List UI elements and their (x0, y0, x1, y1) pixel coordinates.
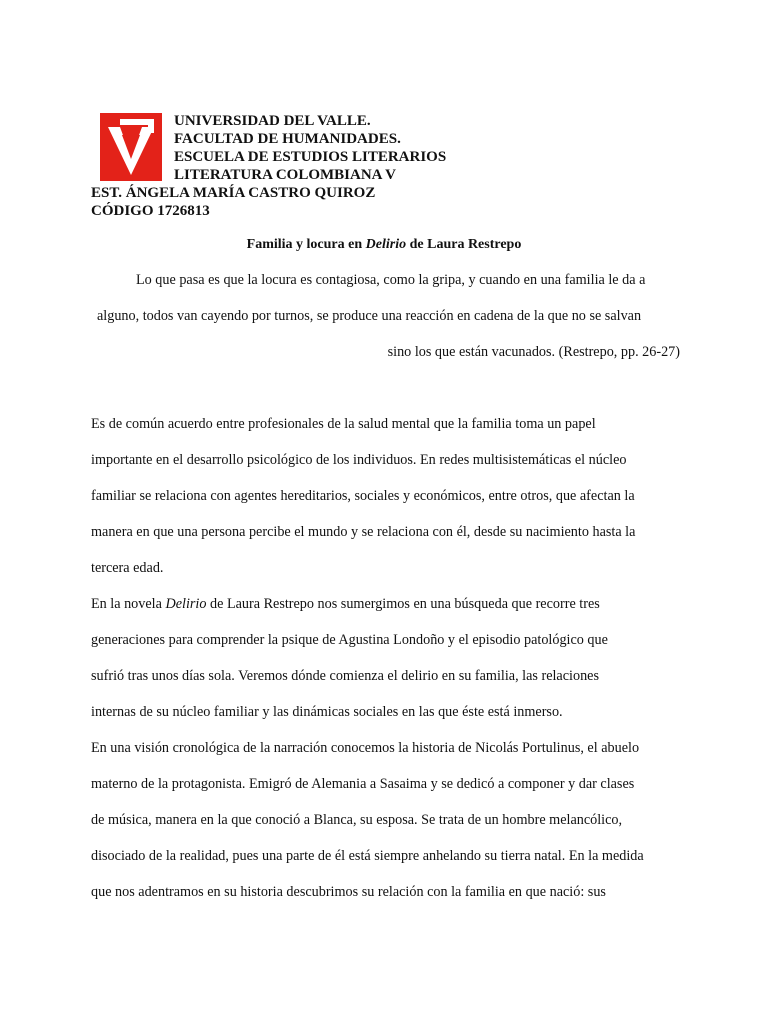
body-line: tercera edad. (91, 560, 164, 576)
epigraph-line: alguno, todos van cayendo por turnos, se produce una reacción en cadena de la que no se salvan (97, 308, 642, 324)
body-line: de música, manera en la que conoció a Blanca, su esposa. Se trata de un hombre melancólico, (91, 812, 623, 828)
p2-italic: Delirio (165, 596, 207, 612)
title-prefix: Familia y locura en (246, 237, 366, 252)
school-name: ESCUELA DE ESTUDIOS LITERARIOS (174, 149, 447, 165)
body-line (91, 592, 691, 628)
student-info (91, 184, 375, 220)
institution-header (174, 112, 446, 184)
body-line: manera en que una persona percibe el mundo y se relaciona con él, desde su nacimiento hasta la (91, 524, 636, 540)
faculty-name: FACULTAD DE HUMANIDADES. (174, 131, 401, 147)
body-line: que nos adentramos en su historia descubrimos su relación con la familia en que nació: sus (91, 884, 606, 900)
body-line: familiar se relaciona con agentes hereditarios, sociales y económicos, entre otros, que afectan la (91, 488, 635, 504)
p2-suffix: de Laura Restrepo nos sumergimos en una búsqueda que recorre tres (206, 596, 600, 612)
p2-prefix: En la novela (91, 596, 166, 612)
body-line: importante en el desarrollo psicológico de los individuos. En redes multisistemáticas el núcleo (91, 452, 627, 468)
univalle-logo-icon (100, 113, 162, 181)
body-line: En una visión cronológica de la narración conocemos la historia de Nicolás Portulinus, el abuelo (91, 740, 640, 756)
epigraph-line: sino los que están vacunados. (Restrepo, pp. 26-27) (387, 344, 680, 360)
essay-title (0, 236, 768, 254)
body-line: Es de común acuerdo entre profesionales de la salud mental que la familia toma un papel (91, 416, 596, 432)
course-name: LITERATURA COLOMBIANA V (174, 167, 396, 183)
body-line: materno de la protagonista. Emigró de Alemania a Sasaima y se dedicó a componer y dar clases (91, 776, 635, 792)
epigraph-line: Lo que pasa es que la locura es contagiosa, como la gripa, y cuando en una familia le da a (136, 272, 646, 288)
body-line: disociado de la realidad, pues una parte de él está siempre anhelando su tierra natal. En la medida (91, 848, 644, 864)
student-name: EST. ÁNGELA MARÍA CASTRO QUIROZ (91, 185, 376, 201)
title-suffix: de Laura Restrepo (406, 237, 522, 252)
body-line: generaciones para comprender la psique de Agustina Londoño y el episodio patológico que (91, 632, 608, 648)
student-code: CÓDIGO 1726813 (91, 203, 210, 219)
university-name: UNIVERSIDAD DEL VALLE. (174, 113, 371, 129)
essay-body (91, 412, 691, 916)
title-italic: Delirio (365, 237, 407, 252)
body-line: sufrió tras unos días sola. Veremos dónde comienza el delirio en su familia, las relaciones (91, 668, 599, 684)
body-line: internas de su núcleo familiar y las dinámicas sociales en las que éste está inmerso. (91, 704, 563, 720)
